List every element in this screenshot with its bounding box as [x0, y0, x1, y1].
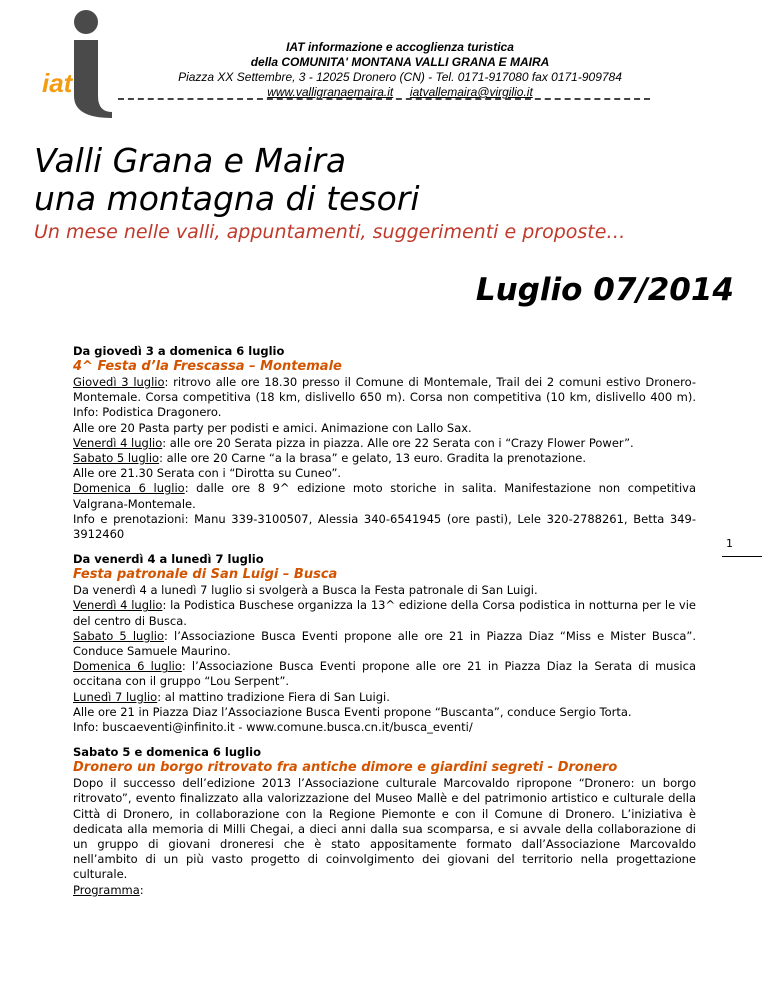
event-line	[73, 598, 696, 628]
event-title: Dronero un borgo ritrovato fra antiche dimore e giardini segreti - Dronero	[73, 760, 618, 776]
event-text: Alle ore 21 in Piazza Diaz l’Associazione Busca Eventi propone “Buscanta”, conduce Sergio Torta.	[73, 704, 632, 719]
event-line	[73, 583, 696, 598]
event-line	[73, 659, 696, 689]
office-organization: della COMUNITA' MONTANA VALLI GRANA E MAIRA	[250, 55, 550, 69]
event-day: Venerdì 4 luglio	[73, 598, 163, 613]
event-date: Sabato 5 e domenica 6 luglio	[73, 745, 262, 760]
month-heading: Luglio 07/2014	[475, 272, 734, 308]
event-day: Programma	[73, 882, 140, 897]
event-text: Info: buscaeventi@infinito.it - www.comune.busca.cn.it/busca_eventi/	[73, 720, 473, 735]
page-subtitle: Un mese nelle valli, appuntamenti, suggerimenti e proposte…	[34, 221, 626, 243]
title-line-1: Valli Grana e Maira	[34, 141, 347, 180]
event-line	[73, 436, 696, 451]
event-line	[73, 705, 696, 720]
event-text: : alle ore 20 Carne “a la brasa” e gelato, 13 euro. Gradita la prenotazione.	[159, 451, 586, 466]
event-text: : l’Associazione Busca Eventi propone alle ore 21 in Piazza Diaz “Miss e Mister Busca”. Conduce Samuele Maurino.	[73, 628, 696, 659]
event-day: Sabato 5 luglio	[73, 451, 160, 466]
header-divider	[118, 98, 650, 100]
event-text: Info e prenotazioni: Manu 339-3100507, Alessia 340-6541945 (ore pasti), Lele 320-2788261, Betta 349-3912460	[73, 511, 696, 542]
page-title	[34, 142, 420, 218]
website-link[interactable]: www.valligranaemaira.it	[267, 85, 394, 99]
event-day: Giovedì 3 luglio	[73, 375, 165, 389]
iat-logo	[38, 8, 118, 120]
event-day: Sabato 5 luglio	[73, 628, 165, 643]
event-line	[73, 883, 696, 898]
event-line	[73, 512, 696, 542]
event-text: Alle ore 20 Pasta party per podisti e amici. Animazione con Lallo Sax.	[73, 420, 472, 435]
event-date: Da giovedì 3 a domenica 6 luglio	[73, 344, 285, 358]
event-day: Venerdì 4 luglio	[73, 435, 163, 450]
event-line	[73, 776, 696, 882]
event-day: Lunedì 7 luglio	[73, 689, 158, 704]
event-text: : ritrovo alle ore 18.30 presso il Comune di Montemale, Trail dei 2 comuni estivo Dronero-Montemale. Corsa competitiva (18 km, dislivello 650 m). Corsa non competitiva (10 km, dislivello 400 m). Info: Podistica Dragonero.	[73, 375, 697, 420]
event-line	[73, 481, 696, 511]
event-title: Festa patronale di San Luigi – Busca	[73, 567, 338, 583]
page-number-rule	[722, 556, 762, 557]
event-dronero-borgo	[73, 745, 696, 898]
event-line	[73, 466, 696, 481]
event-text: : la Podistica Buschese organizza la 13^ edizione della Corsa podistica in notturna per le vie del centro di Busca.	[73, 598, 696, 628]
event-text: : alle ore 20 Serata pizza in piazza. Alle ore 22 Serata con i “Crazy Flower Power”.	[162, 435, 634, 450]
event-text: : al mattino tradizione Fiera di San Luigi.	[157, 689, 390, 704]
event-line	[73, 451, 696, 466]
event-day: Domenica 6 luglio	[73, 659, 182, 674]
event-text: Alle ore 21.30 Serata con i “Dirotta su Cuneo”.	[73, 466, 342, 481]
office-address: Piazza XX Settembre, 3 - 12025 Dronero (CN) - Tel. 0171-917080 fax 0171-909784	[178, 70, 622, 84]
office-header	[120, 40, 680, 100]
events-list	[73, 344, 696, 908]
event-line	[73, 421, 696, 436]
event-frescassa	[73, 344, 696, 542]
event-text: : l’Associazione Busca Eventi propone alle ore 21 in Piazza Diaz la Serata di musica occitana con il gruppo “Lou Serpent”.	[73, 659, 697, 689]
event-line	[73, 375, 696, 421]
event-line	[73, 720, 696, 735]
event-day: Domenica 6 luglio	[73, 481, 185, 496]
title-line-2: una montagna di tesori	[34, 179, 420, 218]
page-number	[722, 537, 762, 557]
event-text: :	[139, 882, 144, 897]
email-link[interactable]: iatvallemaira@virgilio.it	[409, 85, 533, 99]
event-text: Dopo il successo dell’edizione 2013 l’Associazione culturale Marcovaldo ripropone “Dronero: un borgo ritrovato”, evento finalizzato alla valorizzazione del Museo Mallè e del patrimonio artistico e culturale della Città di Dronero, in collaborazione con la Regione Piemonte e con il Comune di Dronero. L’iniziativa è dedicata alla memoria di Milli Chegai, a dieci anni dalla sua scomparsa, e si avvale della collaborazione di un gruppo di giovani droneresi che è stato appositamente formato dall’Associazione Marcovaldo nell’ambito di un più vasto progetto di coinvolgimento dei giovani del territorio nella progettazione culturale.	[73, 776, 696, 882]
event-title: 4^ Festa d’la Frescassa – Montemale	[73, 359, 342, 374]
event-date: Da venerdì 4 a lunedì 7 luglio	[73, 552, 264, 567]
event-san-luigi	[73, 552, 696, 735]
page-number-value: 1	[726, 537, 733, 550]
office-name: IAT informazione e accoglienza turistica	[286, 40, 514, 54]
event-text: : dalle ore 8 9^ edizione moto storiche in salita. Manifestazione non competitiva Valgrana-Montemale.	[73, 481, 696, 511]
logo-text: iat	[42, 68, 73, 98]
event-text: Da venerdì 4 a lunedì 7 luglio si svolgerà a Busca la Festa patronale di San Luigi.	[73, 583, 538, 598]
event-line	[73, 629, 696, 659]
event-line	[73, 690, 696, 705]
